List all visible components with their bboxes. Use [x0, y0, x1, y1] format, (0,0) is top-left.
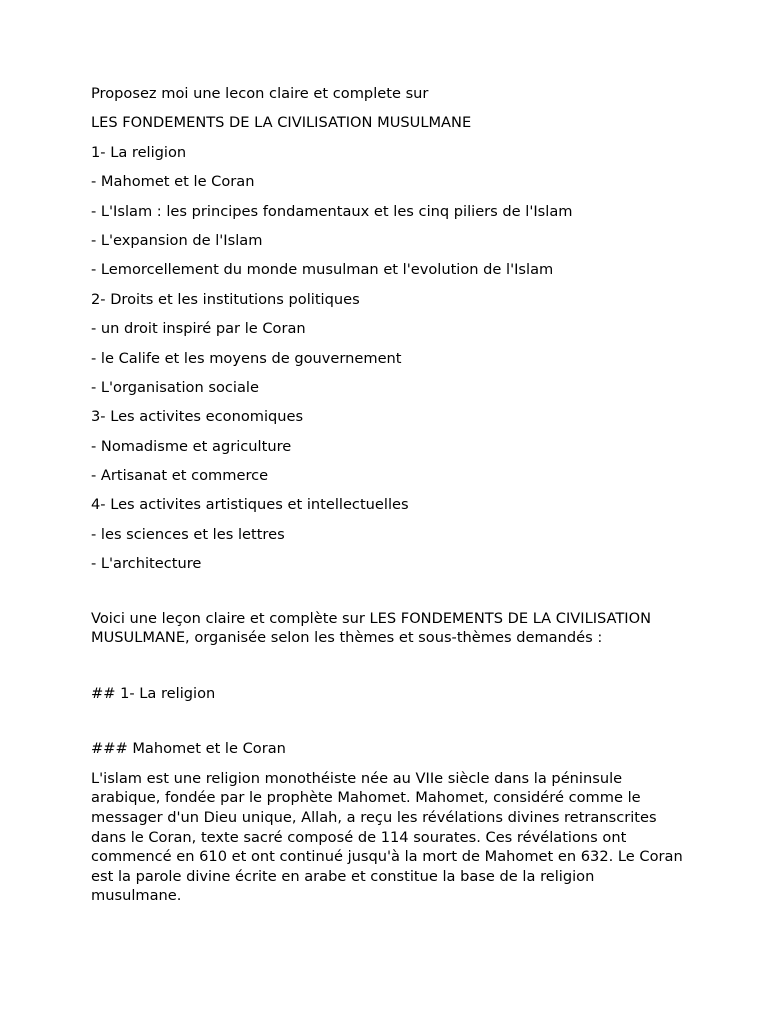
outline-line: - L'architecture [91, 555, 202, 573]
outline-line: - L'Islam : les principes fondamentaux et les cinq piliers de l'Islam [91, 202, 573, 220]
outline-line: - Nomadisme et agriculture [91, 437, 292, 455]
subsection-heading: ### Mahomet et le Coran [91, 740, 286, 758]
outline-line: 1- La religion [91, 143, 187, 161]
outline-line: - L'organisation sociale [91, 378, 259, 396]
body-paragraph: L'islam est une religion monothéiste née au VIIe siècle dans la péninsule arabique, fondée par le prophète Mahomet. Mahomet, considéré comme le messager d'un Dieu unique, Allah, a reçu les révélations divines retranscrites dans le Coran, texte sacré composé de 114 sourates. Ces révélations ont commencé en 610 et ont continué jusqu'à la mort de Mahomet en 632. Le Coran est la parole divine écrite en arabe et constitue la base de la religion musulmane. [91, 769, 683, 905]
outline-line: 2- Droits et les institutions politiques [91, 290, 360, 308]
document-page [91, 84, 691, 906]
outline-line: 4- Les activites artistiques et intellectuelles [91, 496, 409, 514]
response-intro: Voici une leçon claire et complète sur LES FONDEMENTS DE LA CIVILISATION MUSULMANE, organisée selon les thèmes et sous-thèmes demandés : [91, 609, 652, 647]
spacer [91, 574, 691, 609]
outline-line: - le Calife et les moyens de gouvernement [91, 349, 402, 367]
outline-line: - les sciences et les lettres [91, 525, 285, 543]
outline-line: - Mahomet et le Coran [91, 173, 255, 191]
section-heading: ## 1- La religion [91, 684, 216, 702]
prompt-title: LES FONDEMENTS DE LA CIVILISATION MUSULMANE [91, 114, 472, 132]
prompt-intro: Proposez moi une lecon claire et complete sur [91, 85, 429, 102]
spacer [91, 648, 691, 684]
outline-line: - un droit inspiré par le Coran [91, 320, 306, 338]
outline-line: - L'expansion de l'Islam [91, 231, 263, 249]
outline-line: 3- Les activites economiques [91, 408, 304, 426]
spacer [91, 703, 691, 739]
outline-line: - Artisanat et commerce [91, 467, 269, 485]
outline-line: - Lemorcellement du monde musulman et l'evolution de l'Islam [91, 261, 554, 279]
